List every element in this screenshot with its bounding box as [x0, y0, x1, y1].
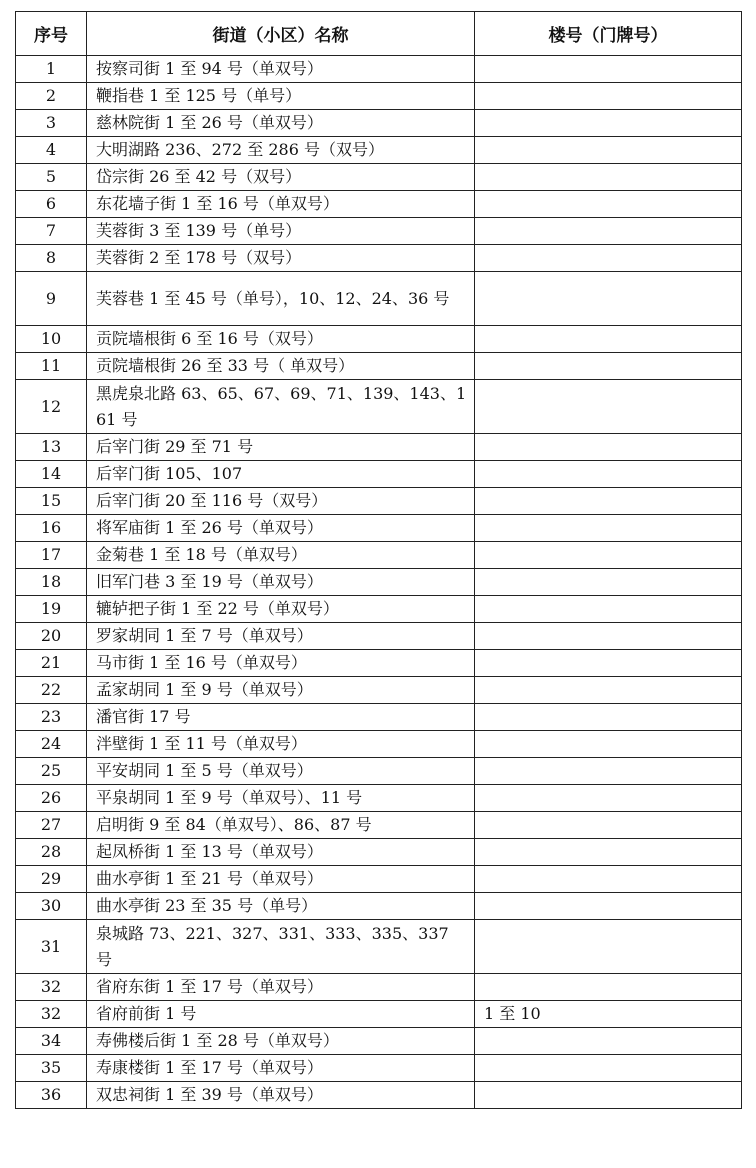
- row-street: 起凤桥街 1 至 13 号（单双号）: [87, 839, 475, 866]
- row-street: 旧军门巷 3 至 19 号（单双号）: [87, 569, 475, 596]
- row-number: 32: [16, 974, 87, 1001]
- row-street: 寿康楼街 1 至 17 号（单双号）: [87, 1055, 475, 1082]
- row-building: [475, 137, 742, 164]
- row-building: [475, 488, 742, 515]
- row-number: 11: [16, 353, 87, 380]
- row-building: [475, 326, 742, 353]
- row-building: [475, 83, 742, 110]
- table-row: [16, 83, 742, 110]
- table-row: [16, 677, 742, 704]
- table-row: [16, 1028, 742, 1055]
- table-row: [16, 596, 742, 623]
- row-number: 6: [16, 191, 87, 218]
- table-row: [16, 110, 742, 137]
- row-number: 31: [16, 920, 87, 974]
- row-street: 双忠祠街 1 至 39 号（单双号）: [87, 1082, 475, 1109]
- table-row: [16, 218, 742, 245]
- table-row: [16, 326, 742, 353]
- table-row: [16, 461, 742, 488]
- table-row: [16, 974, 742, 1001]
- header-street-name: 街道（小区）名称: [87, 12, 475, 56]
- row-number: 3: [16, 110, 87, 137]
- row-street: 金菊巷 1 至 18 号（单双号）: [87, 542, 475, 569]
- row-street: 寿佛楼后街 1 至 28 号（单双号）: [87, 1028, 475, 1055]
- row-building: [475, 569, 742, 596]
- row-street: 启明街 9 至 84（单双号）、86、87 号: [87, 812, 475, 839]
- row-street: 黑虎泉北路 63、65、67、69、71、139、143、161 号: [87, 380, 475, 434]
- row-number: 23: [16, 704, 87, 731]
- row-number: 16: [16, 515, 87, 542]
- row-number: 4: [16, 137, 87, 164]
- row-street: 后宰门街 29 至 71 号: [87, 434, 475, 461]
- row-building: [475, 380, 742, 434]
- row-street: 东花墙子街 1 至 16 号（单双号）: [87, 191, 475, 218]
- row-number: 1: [16, 56, 87, 83]
- row-number: 2: [16, 83, 87, 110]
- row-street: 大明湖路 236、272 至 286 号（双号）: [87, 137, 475, 164]
- row-street: 将军庙街 1 至 26 号（单双号）: [87, 515, 475, 542]
- table-row: [16, 731, 742, 758]
- row-number: 15: [16, 488, 87, 515]
- row-building: [475, 596, 742, 623]
- row-building: [475, 164, 742, 191]
- row-building: [475, 704, 742, 731]
- address-table: [15, 11, 742, 1109]
- row-building: [475, 785, 742, 812]
- row-building: [475, 272, 742, 326]
- row-street: 泉城路 73、221、327、331、333、335、337 号: [87, 920, 475, 974]
- table-body: [16, 56, 742, 1109]
- row-building: [475, 1082, 742, 1109]
- header-serial-number: 序号: [16, 12, 87, 56]
- row-street: 孟家胡同 1 至 9 号（单双号）: [87, 677, 475, 704]
- row-building: [475, 677, 742, 704]
- row-number: 9: [16, 272, 87, 326]
- table-row: [16, 1055, 742, 1082]
- table-row: [16, 569, 742, 596]
- table-row: [16, 164, 742, 191]
- row-street: 芙蓉街 2 至 178 号（双号）: [87, 245, 475, 272]
- row-building: [475, 812, 742, 839]
- table-row: [16, 515, 742, 542]
- row-street: 贡院墙根街 6 至 16 号（双号）: [87, 326, 475, 353]
- table-row: [16, 434, 742, 461]
- row-street: 泮壁街 1 至 11 号（单双号）: [87, 731, 475, 758]
- row-street: 贡院墙根街 26 至 33 号（ 单双号）: [87, 353, 475, 380]
- row-street: 潘官街 17 号: [87, 704, 475, 731]
- table-row: [16, 272, 742, 326]
- table-row: [16, 353, 742, 380]
- row-number: 8: [16, 245, 87, 272]
- row-number: 22: [16, 677, 87, 704]
- row-building: [475, 191, 742, 218]
- row-number: 7: [16, 218, 87, 245]
- table-row: [16, 1082, 742, 1109]
- row-street: 省府前街 1 号: [87, 1001, 475, 1028]
- row-number: 13: [16, 434, 87, 461]
- row-number: 25: [16, 758, 87, 785]
- row-street: 慈林院街 1 至 26 号（单双号）: [87, 110, 475, 137]
- row-building: [475, 650, 742, 677]
- table-row: [16, 488, 742, 515]
- table-row: [16, 623, 742, 650]
- row-number: 28: [16, 839, 87, 866]
- row-building: [475, 893, 742, 920]
- row-building: [475, 1028, 742, 1055]
- row-street: 平安胡同 1 至 5 号（单双号）: [87, 758, 475, 785]
- table-header-row: [16, 12, 742, 56]
- row-street: 后宰门街 20 至 116 号（双号）: [87, 488, 475, 515]
- table-row: [16, 812, 742, 839]
- row-number: 19: [16, 596, 87, 623]
- table-row: [16, 920, 742, 974]
- row-street: 辘轳把子街 1 至 22 号（单双号）: [87, 596, 475, 623]
- row-number: 26: [16, 785, 87, 812]
- row-number: 36: [16, 1082, 87, 1109]
- row-number: 24: [16, 731, 87, 758]
- row-building: [475, 353, 742, 380]
- table-row: [16, 1001, 742, 1028]
- table-row: [16, 893, 742, 920]
- row-building: [475, 839, 742, 866]
- row-building: [475, 1055, 742, 1082]
- row-building: [475, 515, 742, 542]
- row-street: 罗家胡同 1 至 7 号（单双号）: [87, 623, 475, 650]
- row-number: 29: [16, 866, 87, 893]
- row-street: 芙蓉街 3 至 139 号（单号）: [87, 218, 475, 245]
- row-building: [475, 731, 742, 758]
- row-number: 30: [16, 893, 87, 920]
- table-row: [16, 542, 742, 569]
- row-building: 1 至 10: [475, 1001, 742, 1028]
- table-row: [16, 758, 742, 785]
- row-building: [475, 866, 742, 893]
- row-number: 10: [16, 326, 87, 353]
- row-building: [475, 110, 742, 137]
- row-number: 20: [16, 623, 87, 650]
- row-street: 曲水亭街 1 至 21 号（单双号）: [87, 866, 475, 893]
- table-row: [16, 191, 742, 218]
- row-number: 18: [16, 569, 87, 596]
- header-building-number: 楼号（门牌号）: [475, 12, 742, 56]
- row-street: 曲水亭街 23 至 35 号（单号）: [87, 893, 475, 920]
- row-building: [475, 974, 742, 1001]
- row-number: 21: [16, 650, 87, 677]
- row-number: 17: [16, 542, 87, 569]
- table-row: [16, 866, 742, 893]
- row-street: 芙蓉巷 1 至 45 号（单号），10、12、24、36 号: [87, 272, 475, 326]
- row-number: 32: [16, 1001, 87, 1028]
- row-building: [475, 434, 742, 461]
- row-building: [475, 461, 742, 488]
- row-building: [475, 542, 742, 569]
- row-street: 岱宗街 26 至 42 号（双号）: [87, 164, 475, 191]
- row-street: 鞭指巷 1 至 125 号（单号）: [87, 83, 475, 110]
- row-street: 按察司街 1 至 94 号（单双号）: [87, 56, 475, 83]
- row-building: [475, 920, 742, 974]
- row-building: [475, 623, 742, 650]
- row-street: 马市街 1 至 16 号（单双号）: [87, 650, 475, 677]
- row-street: 平泉胡同 1 至 9 号（单双号）、11 号: [87, 785, 475, 812]
- table-row: [16, 839, 742, 866]
- table-row: [16, 137, 742, 164]
- table-row: [16, 245, 742, 272]
- row-number: 12: [16, 380, 87, 434]
- row-building: [475, 245, 742, 272]
- row-building: [475, 218, 742, 245]
- row-number: 35: [16, 1055, 87, 1082]
- row-building: [475, 56, 742, 83]
- row-number: 5: [16, 164, 87, 191]
- row-number: 14: [16, 461, 87, 488]
- table-row: [16, 704, 742, 731]
- row-building: [475, 758, 742, 785]
- row-number: 34: [16, 1028, 87, 1055]
- table-row: [16, 650, 742, 677]
- table-row: [16, 56, 742, 83]
- row-street: 省府东街 1 至 17 号（单双号）: [87, 974, 475, 1001]
- row-street: 后宰门街 105、107: [87, 461, 475, 488]
- table-row: [16, 785, 742, 812]
- row-number: 27: [16, 812, 87, 839]
- table-row: [16, 380, 742, 434]
